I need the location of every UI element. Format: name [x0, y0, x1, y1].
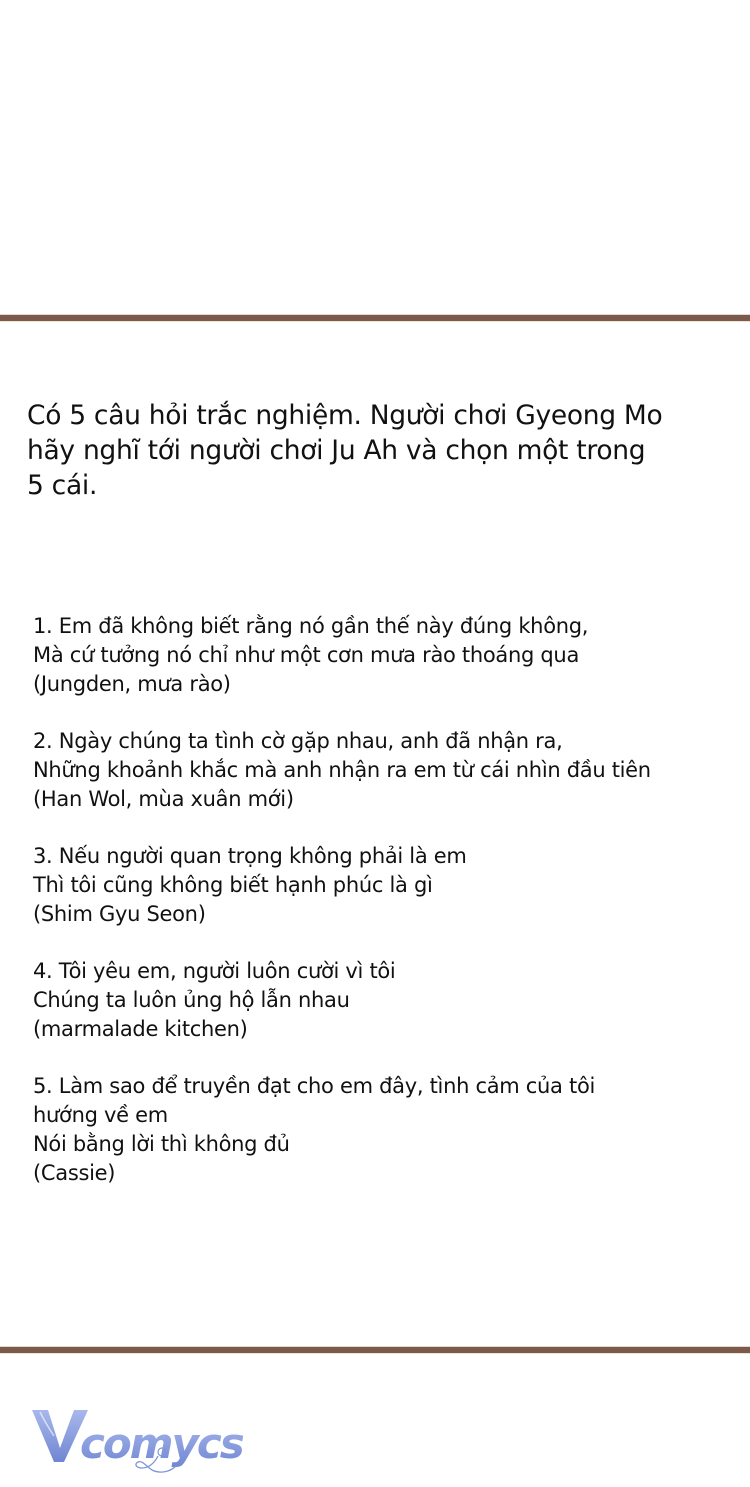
svg-text:comycs: comycs: [80, 1419, 243, 1468]
question-source: (Han Wol, mùa xuân mới): [33, 787, 294, 811]
question-source: (Cassie): [33, 1161, 116, 1185]
question-line: hướng về em: [33, 1103, 168, 1127]
questions-list: [33, 612, 733, 1216]
question-source: (marmalade kitchen): [33, 1017, 248, 1041]
intro-line: hãy nghĩ tới người chơi Ju Ah và chọn một trong: [27, 435, 646, 466]
question-source: (Jungden, mưa rào): [33, 672, 231, 696]
question-item-1: [33, 612, 733, 699]
question-item-5: [33, 1072, 733, 1188]
question-item-3: [33, 842, 733, 929]
bottom-divider: [0, 1347, 750, 1353]
intro-line: Có 5 câu hỏi trắc nghiệm. Người chơi Gyeong Mo: [27, 400, 663, 431]
question-line: 4. Tôi yêu em, người luôn cười vì tôi: [33, 959, 396, 983]
logo-icon: [30, 1406, 250, 1476]
question-line: Mà cứ tưởng nó chỉ như một cơn mưa rào thoáng qua: [33, 643, 580, 667]
question-line: Chúng ta luôn ủng hộ lẫn nhau: [33, 988, 350, 1012]
question-line: 2. Ngày chúng ta tình cờ gặp nhau, anh đã nhận ra,: [33, 729, 563, 753]
top-divider: [0, 315, 750, 321]
question-line: Thì tôi cũng không biết hạnh phúc là gì: [33, 873, 433, 897]
question-line: 1. Em đã không biết rằng nó gần thế này đúng không,: [33, 614, 589, 638]
question-line: Nói bằng lời thì không đủ: [33, 1132, 290, 1156]
question-line: 3. Nếu người quan trọng không phải là em: [33, 844, 467, 868]
question-line: Những khoảnh khắc mà anh nhận ra em từ cái nhìn đầu tiên: [33, 758, 651, 782]
question-item-2: [33, 727, 733, 814]
intro-line: 5 cái.: [27, 470, 98, 501]
intro-text: [27, 398, 742, 503]
question-line: 5. Làm sao để truyền đạt cho em đây, tình cảm của tôi: [33, 1074, 596, 1098]
vcomycs-logo: [30, 1406, 250, 1476]
question-source: (Shim Gyu Seon): [33, 902, 206, 926]
question-item-4: [33, 957, 733, 1044]
